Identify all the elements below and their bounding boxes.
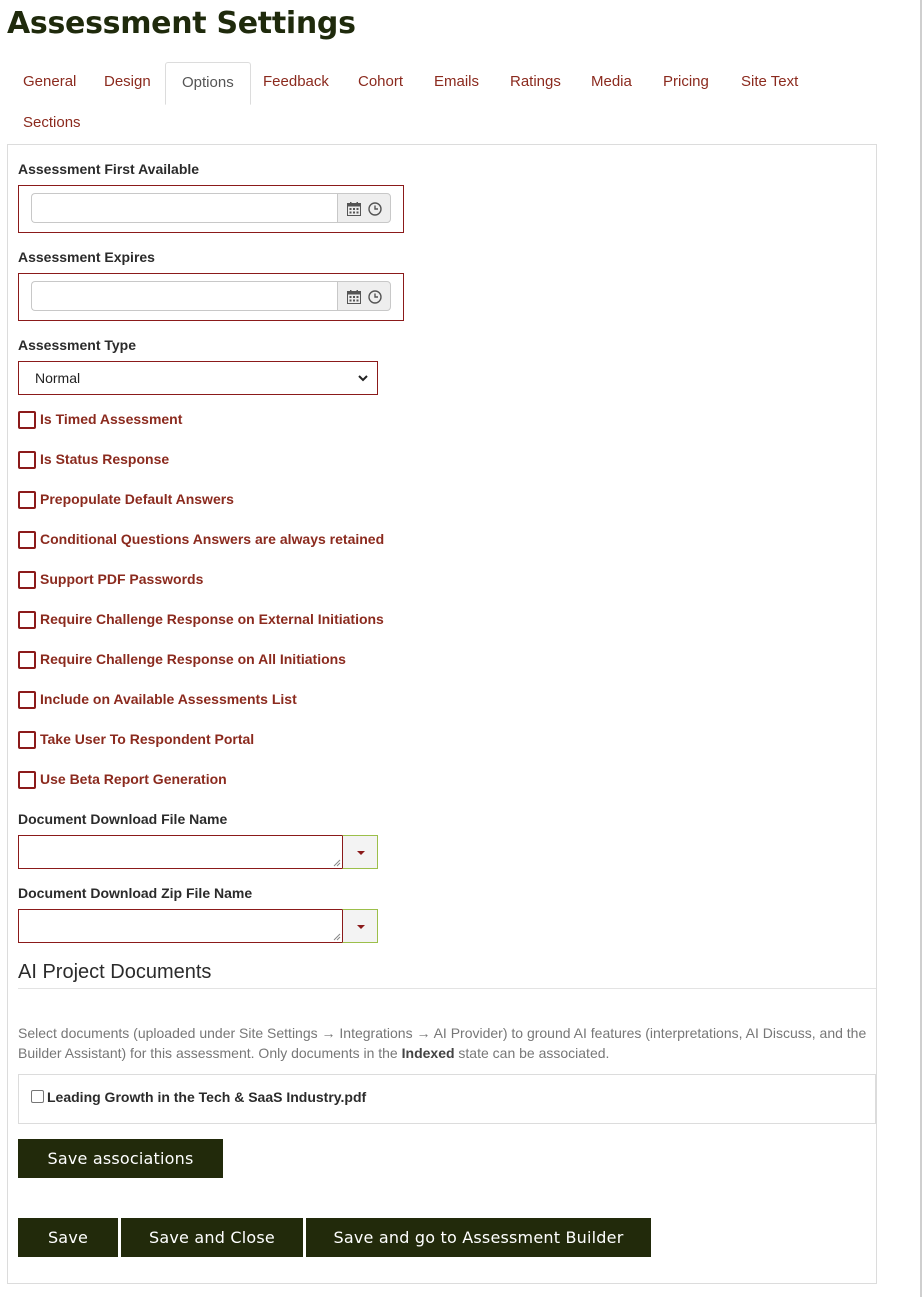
checkbox-label: Take User To Respondent Portal bbox=[40, 731, 255, 747]
tab-ratings[interactable]: Ratings bbox=[510, 73, 561, 90]
tab-pricing[interactable]: Pricing bbox=[663, 73, 709, 90]
checkbox-label: Support PDF Passwords bbox=[40, 571, 204, 587]
first-available-addon[interactable] bbox=[337, 193, 391, 223]
calendar-icon[interactable] bbox=[347, 290, 361, 304]
doc-file-name-input[interactable] bbox=[18, 835, 343, 869]
assessment-type-value: Normal bbox=[35, 370, 81, 386]
help-text-start: Select documents (uploaded under Site Settings → Integrations → AI Provider) to ground AI features (interpretations, AI Discuss, and the Builder Assistant) for this assessment. Only documents in the bbox=[18, 1025, 867, 1061]
assessment-type-select[interactable] bbox=[18, 361, 378, 395]
doc-file-name-dropdown-button[interactable] bbox=[342, 835, 378, 869]
checkbox-label: Conditional Questions Answers are always retained bbox=[40, 531, 385, 547]
checkbox-label: Use Beta Report Generation bbox=[40, 771, 227, 787]
expires-addon[interactable] bbox=[337, 281, 391, 311]
section-divider bbox=[18, 988, 876, 989]
checkbox[interactable] bbox=[18, 611, 36, 629]
checkbox-label: Require Challenge Response on All Initiations bbox=[40, 651, 346, 667]
save-associations-button[interactable]: Save associations bbox=[18, 1139, 223, 1178]
checkbox-label: Include on Available Assessments List bbox=[40, 691, 297, 707]
tab-sections[interactable]: Sections bbox=[23, 114, 81, 131]
expires-picker bbox=[18, 273, 404, 321]
expires-label: Assessment Expires bbox=[18, 249, 155, 265]
checkbox[interactable] bbox=[18, 491, 36, 509]
tab-design[interactable]: Design bbox=[104, 73, 151, 90]
tab-media[interactable]: Media bbox=[591, 73, 632, 90]
ai-document-list bbox=[18, 1074, 876, 1124]
tab-general[interactable]: General bbox=[23, 73, 77, 90]
checkbox-label: Is Timed Assessment bbox=[40, 411, 183, 427]
first-available-label: Assessment First Available bbox=[18, 161, 200, 177]
doc-file-name-label: Document Download File Name bbox=[18, 811, 228, 827]
document-checkbox[interactable] bbox=[31, 1090, 44, 1103]
checkbox-label: Require Challenge Response on External Initiations bbox=[40, 611, 384, 627]
checkbox[interactable] bbox=[18, 691, 36, 709]
tab-feedback[interactable]: Feedback bbox=[263, 73, 329, 90]
checkbox[interactable] bbox=[18, 451, 36, 469]
save-and-close-button[interactable]: Save and Close bbox=[121, 1218, 303, 1257]
checkbox-label: Prepopulate Default Answers bbox=[40, 491, 234, 507]
clock-icon[interactable] bbox=[368, 290, 382, 304]
checkbox-label: Is Status Response bbox=[40, 451, 170, 467]
calendar-icon[interactable] bbox=[347, 202, 361, 216]
tab-emails[interactable]: Emails bbox=[434, 73, 480, 90]
checkbox[interactable] bbox=[18, 731, 36, 749]
chevron-down-icon bbox=[357, 372, 369, 384]
assessment-type-label: Assessment Type bbox=[18, 337, 137, 353]
zip-file-name-combo bbox=[18, 909, 378, 943]
expires-input[interactable] bbox=[31, 281, 338, 311]
checkbox[interactable] bbox=[18, 531, 36, 549]
zip-file-name-label: Document Download Zip File Name bbox=[18, 885, 253, 901]
checkbox[interactable] bbox=[18, 571, 36, 589]
zip-file-name-dropdown-button[interactable] bbox=[342, 909, 378, 943]
page-title: Assessment Settings bbox=[7, 6, 356, 41]
caret-down-icon bbox=[357, 925, 365, 929]
tab-cohort[interactable]: Cohort bbox=[358, 73, 404, 90]
checkbox[interactable] bbox=[18, 771, 36, 789]
tab-options[interactable]: Options bbox=[165, 62, 251, 105]
resize-grip-icon[interactable] bbox=[333, 859, 341, 867]
checkbox[interactable] bbox=[18, 651, 36, 669]
options-panel bbox=[7, 144, 877, 1284]
checkbox[interactable] bbox=[18, 411, 36, 429]
tab-site-text[interactable]: Site Text bbox=[741, 73, 799, 90]
doc-file-name-combo bbox=[18, 835, 378, 869]
first-available-picker bbox=[18, 185, 404, 233]
first-available-input[interactable] bbox=[31, 193, 338, 223]
help-text-end: state can be associated. bbox=[454, 1045, 610, 1061]
help-text-indexed: Indexed bbox=[401, 1045, 455, 1061]
clock-icon[interactable] bbox=[368, 202, 382, 216]
ai-documents-help bbox=[18, 1023, 868, 1063]
document-name[interactable]: Leading Growth in the Tech & SaaS Industry.pdf bbox=[47, 1089, 367, 1105]
caret-down-icon bbox=[357, 851, 365, 855]
save-and-builder-button[interactable]: Save and go to Assessment Builder bbox=[306, 1218, 651, 1257]
zip-file-name-input[interactable] bbox=[18, 909, 343, 943]
ai-documents-title: AI Project Documents bbox=[18, 961, 212, 983]
save-button[interactable]: Save bbox=[18, 1218, 118, 1257]
resize-grip-icon[interactable] bbox=[333, 933, 341, 941]
